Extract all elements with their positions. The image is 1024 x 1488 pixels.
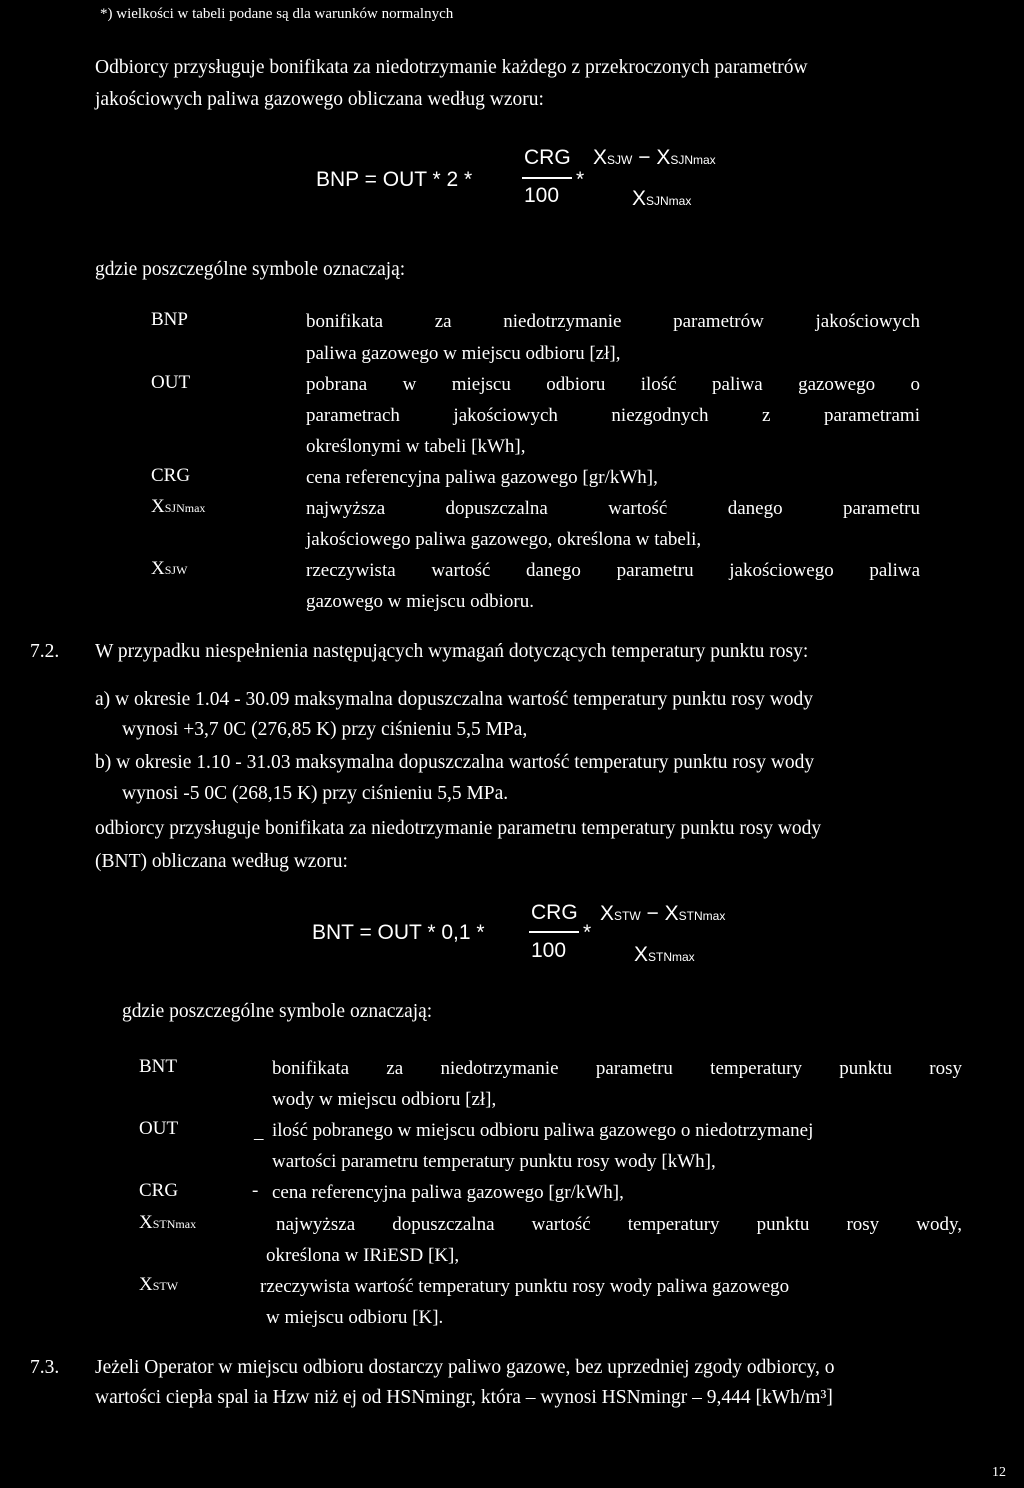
formula-bnt-100: 100 (531, 939, 567, 962)
def-text-bnt-1: bonifikata za niedotrzymanie parametru temperatury punktu rosy (272, 1058, 962, 1079)
def-text-xstw-1: rzeczywista wartość temperatury punktu rosy wody paliwa gazowego (260, 1276, 790, 1297)
def-text-out2-2: wartości parametru temperatury punktu rosy wody [kWh], (272, 1151, 716, 1172)
def-text-out-1: pobrana w miejscu odbioru ilość paliwa gazowego o (306, 374, 920, 395)
section-7-3-line-1: Jeżeli Operator w miejscu odbioru dostarczy paliwo gazowe, bez uprzedniej zgody odbiorcy, o (95, 1357, 835, 1378)
def-symbol-xsjnmax: XSJNmax (151, 496, 206, 517)
def-dash-out-2: – (254, 1128, 264, 1149)
formula-bnp-num: XSJW − XSJNmax (593, 146, 716, 169)
section-7-3-line-2: wartości ciepła spal ia Hzw niż ej od HSNmingr, która – wynosi HSNmingr – 9,444 [kWh/m³] (95, 1387, 833, 1408)
def-symbol-xsjw: XSJW (151, 558, 188, 579)
formula-bnp-100: 100 (524, 184, 560, 207)
fraction-bar (529, 931, 579, 933)
after-7-2-line-1: odbiorcy przysługuje bonifikata za niedotrzymanie parametru temperatury punktu rosy wody (95, 818, 822, 839)
def-symbol-bnt: BNT (139, 1056, 177, 1077)
page-number: 12 (992, 1465, 1006, 1480)
formula-bnt-den: XSTNmax (634, 943, 695, 966)
symbols-intro-1: gdzie poszczególne symbole oznaczają: (95, 259, 406, 280)
item-b-line-2: wynosi -5 0C (268,15 K) przy ciśnieniu 5,5 MPa. (122, 783, 509, 804)
intro-line-2: jakościowych paliwa gazowego obliczana według wzoru: (95, 89, 544, 110)
item-b-line-1: b) w okresie 1.10 - 31.03 maksymalna dopuszczalna wartość temperatury punktu rosy wody (95, 752, 815, 773)
def-text-xsjw-2: gazowego w miejscu odbioru. (306, 591, 534, 612)
section-7-3-number: 7.3. (30, 1357, 60, 1378)
def-text-xstnmax-2: określona w IRiESD [K], (266, 1245, 460, 1266)
def-symbol-xstw: XSTW (139, 1274, 179, 1295)
formula-bnt-lhs: BNT = OUT * 0,1 * (312, 921, 485, 944)
def-text-xstw-2: w miejscu odbioru [K]. (266, 1307, 444, 1328)
def-text-xstnmax-1: najwyższa dopuszczalna wartość temperatury punktu rosy wody, (276, 1214, 962, 1235)
def-text-out-3: określonymi w tabeli [kWh], (306, 436, 526, 457)
def-text-xsjw-1: rzeczywista wartość danego parametru jakościowego paliwa (306, 560, 920, 581)
def-symbol-bnp: BNP (151, 309, 188, 330)
table-footnote: *) wielkości w tabeli podane są dla warunków normalnych (100, 6, 454, 22)
formula-bnt-mul: * (583, 921, 592, 944)
formula-bnp-den: XSJNmax (632, 187, 692, 210)
def-symbol-crg-2: CRG (139, 1180, 179, 1201)
section-7-2-number: 7.2. (30, 641, 60, 662)
formula-bnt-num: XSTW − XSTNmax (600, 902, 726, 925)
def-text-bnp-2: paliwa gazowego w miejscu odbioru [zł], (306, 343, 621, 364)
formula-bnp-lhs: BNP = OUT * 2 * (316, 168, 473, 191)
def-symbol-out-2: OUT (139, 1118, 179, 1139)
fraction-bar (522, 177, 572, 179)
def-text-xsjnmax-2: jakościowego paliwa gazowego, określona w tabeli, (306, 529, 702, 550)
def-symbol-out: OUT (151, 372, 191, 393)
formula-bnt-crg: CRG (531, 901, 578, 924)
def-symbol-crg: CRG (151, 465, 191, 486)
def-text-bnp-1: bonifikata za niedotrzymanie parametrów jakościowych (306, 311, 920, 332)
after-7-2-line-2: (BNT) obliczana według wzoru: (95, 851, 348, 872)
symbols-intro-2: gdzie poszczególne symbole oznaczają: (122, 1001, 433, 1022)
def-dash-crg-2: - (252, 1180, 259, 1201)
def-symbol-xstnmax: XSTNmax (139, 1212, 197, 1233)
def-text-crg-2: cena referencyjna paliwa gazowego [gr/kWh], (272, 1182, 624, 1203)
intro-line-1: Odbiorcy przysługuje bonifikata za niedotrzymanie każdego z przekroczonych parametrów (95, 57, 808, 78)
formula-bnp-crg: CRG (524, 146, 571, 169)
formula-bnp-mul: * (576, 168, 585, 191)
def-text-xsjnmax-1: najwyższa dopuszczalna wartość danego parametru (306, 498, 920, 519)
def-text-bnt-2: wody w miejscu odbioru [zł], (272, 1089, 497, 1110)
def-text-out-2: parametrach jakościowych niezgodnych z parametrami (306, 405, 920, 426)
item-a-line-1: a) w okresie 1.04 - 30.09 maksymalna dopuszczalna wartość temperatury punktu rosy wody (95, 689, 814, 710)
section-7-2-text: W przypadku niespełnienia następujących wymagań dotyczących temperatury punktu rosy: (95, 641, 809, 662)
def-text-out2-1: ilość pobranego w miejscu odbioru paliwa gazowego o niedotrzymanej (272, 1120, 814, 1141)
def-text-crg: cena referencyjna paliwa gazowego [gr/kWh], (306, 467, 658, 488)
item-a-line-2: wynosi +3,7 0C (276,85 K) przy ciśnieniu 5,5 MPa, (122, 719, 528, 740)
